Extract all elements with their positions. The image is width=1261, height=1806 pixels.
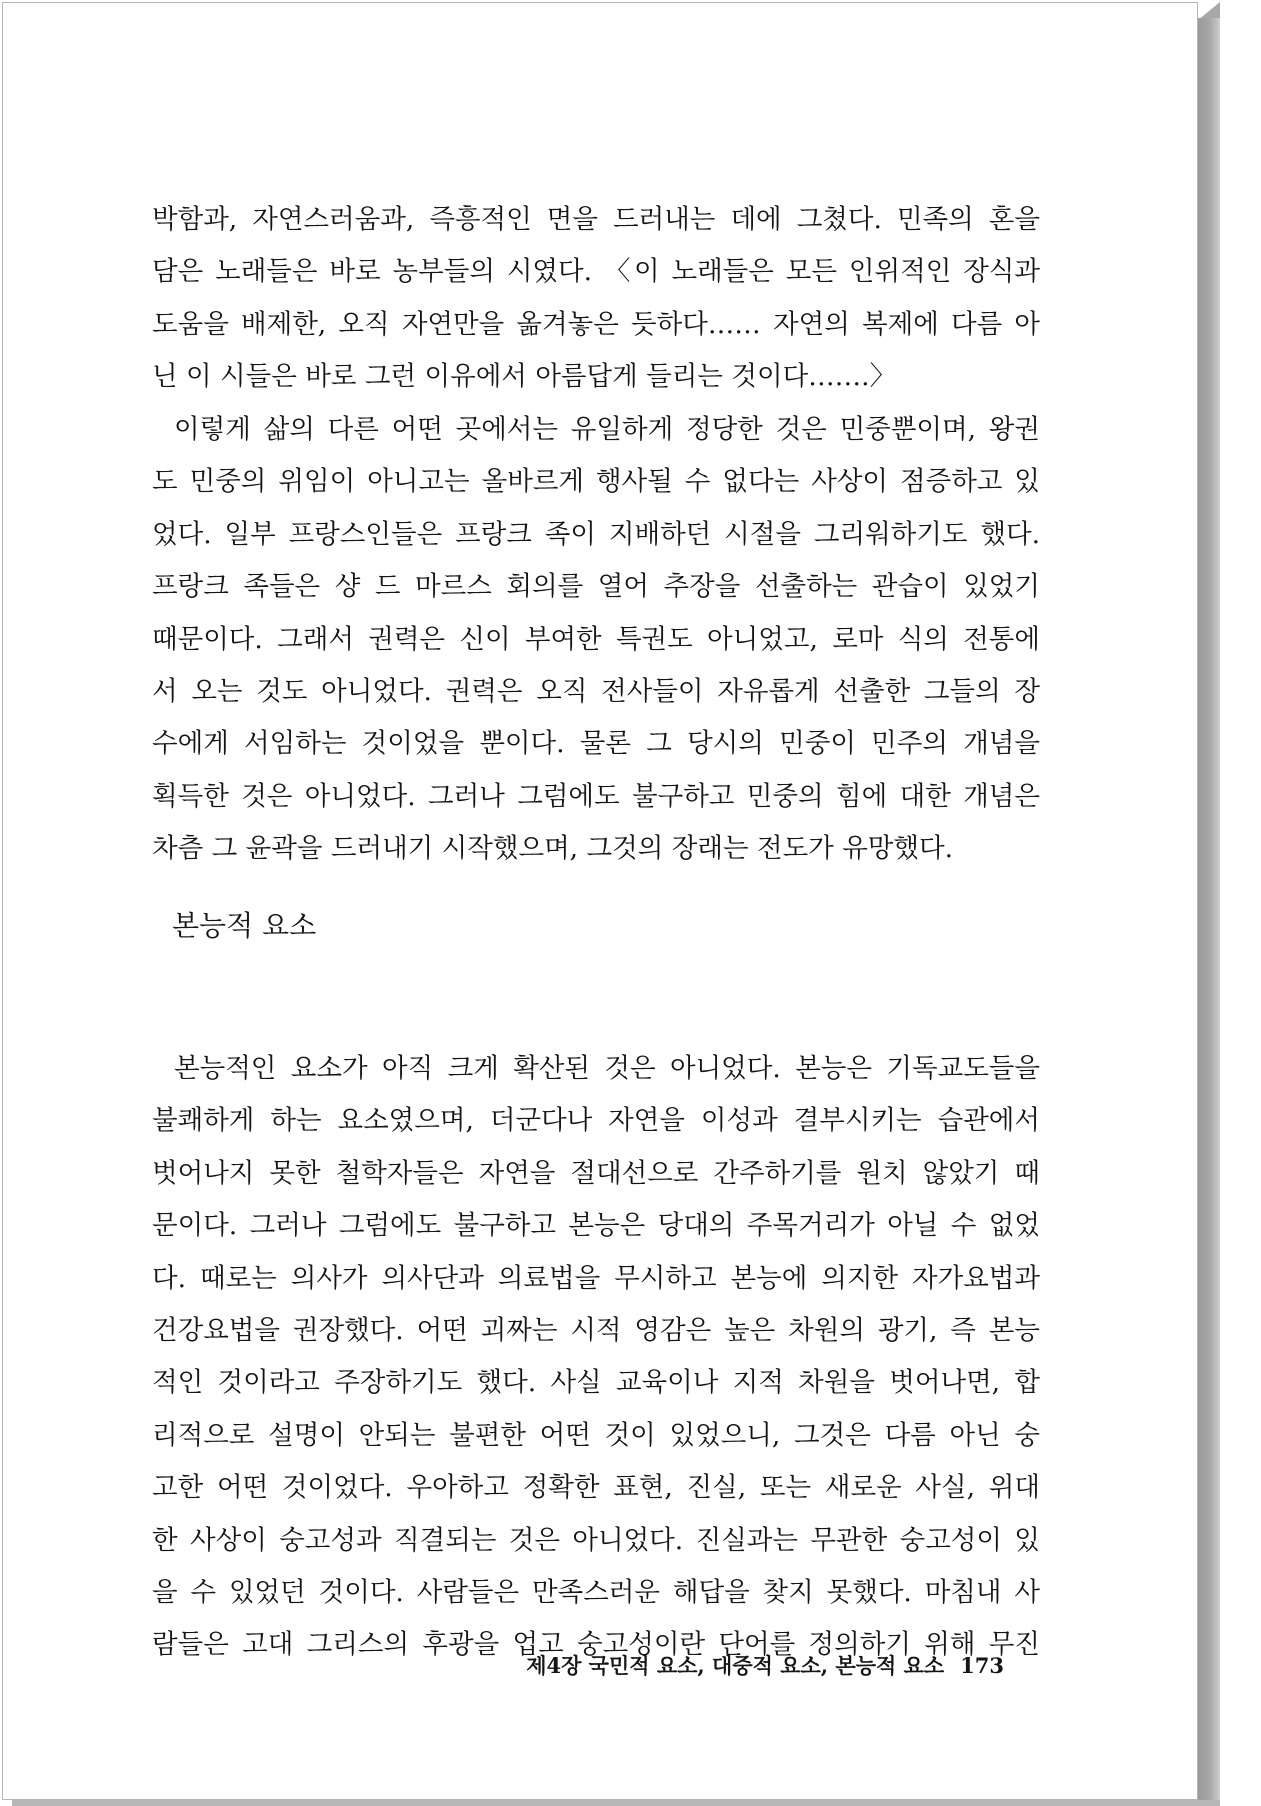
text-line: 이렇게 삶의 다른 어떤 곳에서는 유일하게 정당한 것은 민중뿐이며, 왕권: [174, 414, 1040, 445]
page-number: 173: [960, 1653, 1004, 1678]
text-line: 불쾌하게 하는 요소였으며, 더군다나 자연을 이성과 결부시키는 습관에서: [152, 1105, 1040, 1137]
running-footer: [346, 1650, 1004, 1680]
text-line: 본능적인 요소가 아직 크게 확산된 것은 아니었다. 본능은 기독교도들을: [174, 1053, 1040, 1084]
section-heading: 본능적 요소: [172, 909, 317, 942]
text-line: 때문이다. 그래서 권력은 신이 부여한 특권도 아니었고, 로마 식의 전통에: [152, 623, 1040, 655]
text-line: 수에게 서임하는 것이었을 뿐이다. 물론 그 당시의 민중이 민주의 개념을: [152, 728, 1040, 760]
page-bottom-shadow: [12, 1800, 1220, 1806]
page-stack-edge: [1198, 18, 1220, 1802]
text-line: 서 오는 것도 아니었다. 권력은 오직 전사들이 자유롭게 선출한 그들의 장: [152, 676, 1040, 708]
text-line: 담은 노래들은 바로 농부들의 시였다. 〈이 노래들은 모든 인위적인 장식과: [152, 256, 1040, 288]
text-line: 한 사상이 숭고성과 직결되는 것은 아니었다. 진실과는 무관한 숭고성이 있: [152, 1524, 1040, 1556]
text-line: 리적으로 설명이 안되는 불편한 어떤 것이 있었으니, 그것은 다름 아닌 숭: [152, 1419, 1040, 1451]
text-line: 벗어나지 못한 철학자들은 자연을 절대선으로 간주하기를 원치 않았기 때: [152, 1157, 1040, 1189]
text-line: 을 수 있었던 것이다. 사람들은 만족스러운 해답을 찾지 못했다. 마침내 사: [152, 1577, 1040, 1609]
chapter-title: 제4장 국민적 요소, 대중적 요소, 본능적 요소: [526, 1653, 945, 1678]
text-line: 문이다. 그러나 그럼에도 불구하고 본능은 당대의 주목거리가 아닐 수 없었: [152, 1210, 1040, 1242]
paragraph-2: [152, 404, 1040, 876]
text-line: 닌 이 시들은 바로 그런 이유에서 아름답게 들리는 것이다…….〉: [152, 361, 897, 393]
text-line: 다. 때로는 의사가 의사단과 의료법을 무시하고 본능에 의지한 자가요법과: [152, 1262, 1040, 1294]
text-line: 람들은 고대 그리스의 후광을 업고 숭고성이란 단어를 정의하기 위해 무진: [152, 1629, 1040, 1661]
text-line: 건강요법을 권장했다. 어떤 괴짜는 시적 영감은 높은 차원의 광기, 즉 본능: [152, 1315, 1040, 1347]
text-line: 프랑크 족들은 샹 드 마르스 회의를 열어 추장을 선출하는 관습이 있었기: [152, 571, 1040, 603]
paragraph-3: [152, 1043, 1040, 1672]
text-line: 획득한 것은 아니었다. 그러나 그럼에도 불구하고 민중의 힘에 대한 개념은: [152, 780, 1040, 812]
text-line: 도 민중의 위임이 아니고는 올바르게 행사될 수 없다는 사상이 점증하고 있: [152, 466, 1040, 498]
text-line: 었다. 일부 프랑스인들은 프랑크 족이 지배하던 시절을 그리워하기도 했다.: [152, 518, 1040, 550]
text-line: 도움을 배제한, 오직 자연만을 옮겨놓은 듯하다…… 자연의 복제에 다름 아: [152, 308, 1040, 340]
paragraph-1: [152, 194, 1040, 404]
text-line: 고한 어떤 것이었다. 우아하고 정확한 표현, 진실, 또는 새로운 사실, 위대: [152, 1472, 1040, 1504]
text-line: 차츰 그 윤곽을 드러내기 시작했으며, 그것의 장래는 전도가 유망했다.: [152, 833, 954, 865]
text-line: 적인 것이라고 주장하기도 했다. 사실 교육이나 지적 차원을 벗어나면, 합: [152, 1367, 1040, 1399]
text-line: 박함과, 자연스러움과, 즉흥적인 면을 드러내는 데에 그쳤다. 민족의 혼을: [152, 204, 1040, 235]
